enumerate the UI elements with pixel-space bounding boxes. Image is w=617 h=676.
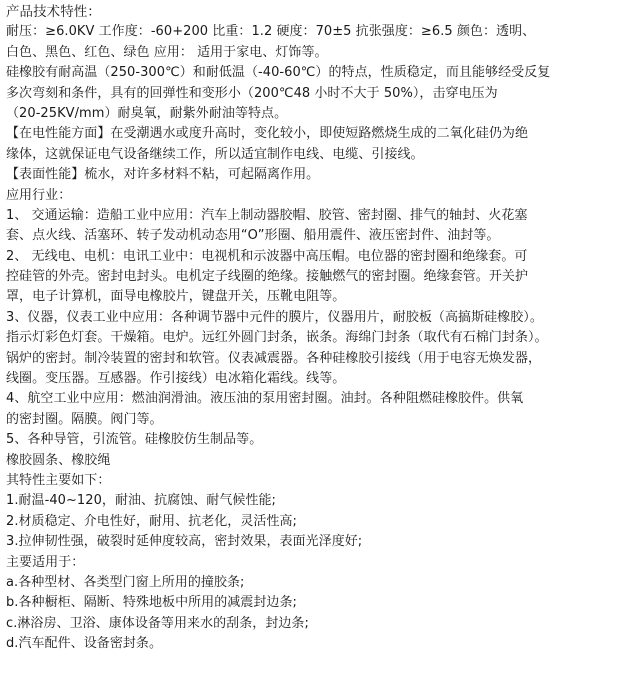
usage-item-b: b.各种橱柜、隔断、特殊地板中所用的减震封边条; — [6, 595, 297, 611]
application-3-line-4: 线圈。变压器。互感器。作引接线）电冰箱化霜线。线等。 — [6, 371, 346, 387]
application-4-line-1: 4、航空工业中应用：燃油润滑油。液压油的泵用密封圈。油封。各种阻燃硅橡胶件。供氧 — [6, 391, 524, 407]
section-heading-applications: 应用行业： — [6, 187, 72, 203]
application-2-line-3: 罩，电子计算机，面导电橡胶片，键盘开关，压靴电阻等。 — [6, 289, 346, 305]
electrical-performance-line-2: 缘体，这就保证电气设备继续工作，所以适宜制作电线、电缆、引接线。 — [6, 146, 424, 162]
application-3-line-3: 锅炉的密封。制冷装置的密封和软管。仪表减震器。各种硅橡胶引接线（用于电容无焕发器， — [6, 350, 542, 366]
application-3-line-2: 指示灯彩色灯套。干燥箱。电炉。远红外圆门封条，嵌条。海绵门封条（取代有石棉门封条）。 — [6, 330, 548, 346]
property-paragraph-line-2: 多次弯刻和条件，具有的回弹性和变形小（200℃48 小时不大于 50%），击穿电压为 — [6, 85, 498, 101]
application-5-line: 5、各种导管，引流管。硅橡胶仿生制品等。 — [6, 432, 263, 448]
property-paragraph-line-3: （20-25KV/mm）耐臭氧，耐紫外耐油等特点。 — [6, 105, 288, 121]
usage-item-a: a.各种型材、各类型门窗上所用的撞胶条; — [6, 574, 245, 590]
section-heading-rubber-strip: 橡胶圆条、橡胶绳 — [6, 452, 111, 468]
usage-item-d: d.汽车配件、设备密封条。 — [6, 636, 163, 652]
usage-item-c: c.淋浴房、卫浴、康体设备等用来水的刮条，封边条; — [6, 615, 309, 631]
features-heading: 其特性主要如下： — [6, 472, 111, 488]
feature-item-1: 1.耐温-40~120，耐油、抗腐蚀、耐气候性能; — [6, 493, 276, 509]
application-2-line-2: 控硅管的外壳。密封电封头。电机定子线圈的绝缘。接触燃气的密封圈。绝缘套管。开关护 — [6, 269, 529, 285]
surface-performance-line: 【表面性能】梳水，对许多材料不粘，可起隔离作用。 — [6, 167, 320, 183]
application-3-line-1: 3、仪器，仪表工业中应用：各种调节器中元件的膜片，仪器用片，耐胶板（高搞斯硅橡胶）。 — [6, 309, 543, 325]
usage-heading: 主要适用于： — [6, 554, 85, 570]
section-heading-tech-specs: 产品技术特性： — [6, 4, 101, 20]
application-2-line-1: 2、 无线电、电机：电讯工业中：电视机和示波器中高压帽。电位器的密封圈和绝缘套。可 — [6, 248, 528, 264]
electrical-performance-line-1: 【在电性能方面】在受潮遇水或度升高时，变化较小，即使短路燃烧生成的二氧化硅仍为绝 — [6, 126, 529, 142]
spec-line-2: 白色、黑色、红色、绿色 应用： 适用于家电、灯饰等。 — [6, 44, 328, 60]
application-1-line-1: 1、 交通运输：造船工业中应用：汽车上制动器胶帽、胶管、密封圈、排气的轴封、火花塞 — [6, 207, 528, 223]
feature-item-3: 3.拉伸韧性强，破裂时延伸度较高，密封效果，表面光泽度好; — [6, 534, 363, 550]
application-1-line-2: 套、点火线、活塞环、转子发动机动态用“O”形圈、船用震件、液压密封件、油封等。 — [6, 228, 500, 244]
application-4-line-2: 的密封圈。隔膜。阀门等。 — [6, 411, 163, 427]
spec-line-1: 耐压：≥6.0KV 工作度：-60+200 比重：1.2 硬度：70±5 抗张强度：≥6.5 颜色：透明、 — [6, 24, 536, 40]
feature-item-2: 2.材质稳定、介电性好，耐用、抗老化，灵活性高; — [6, 513, 297, 529]
property-paragraph-line-1: 硅橡胶有耐高温（250-300℃）和耐低温（-40-60℃）的特点，性质稳定，而且能够经受反复 — [6, 65, 551, 81]
